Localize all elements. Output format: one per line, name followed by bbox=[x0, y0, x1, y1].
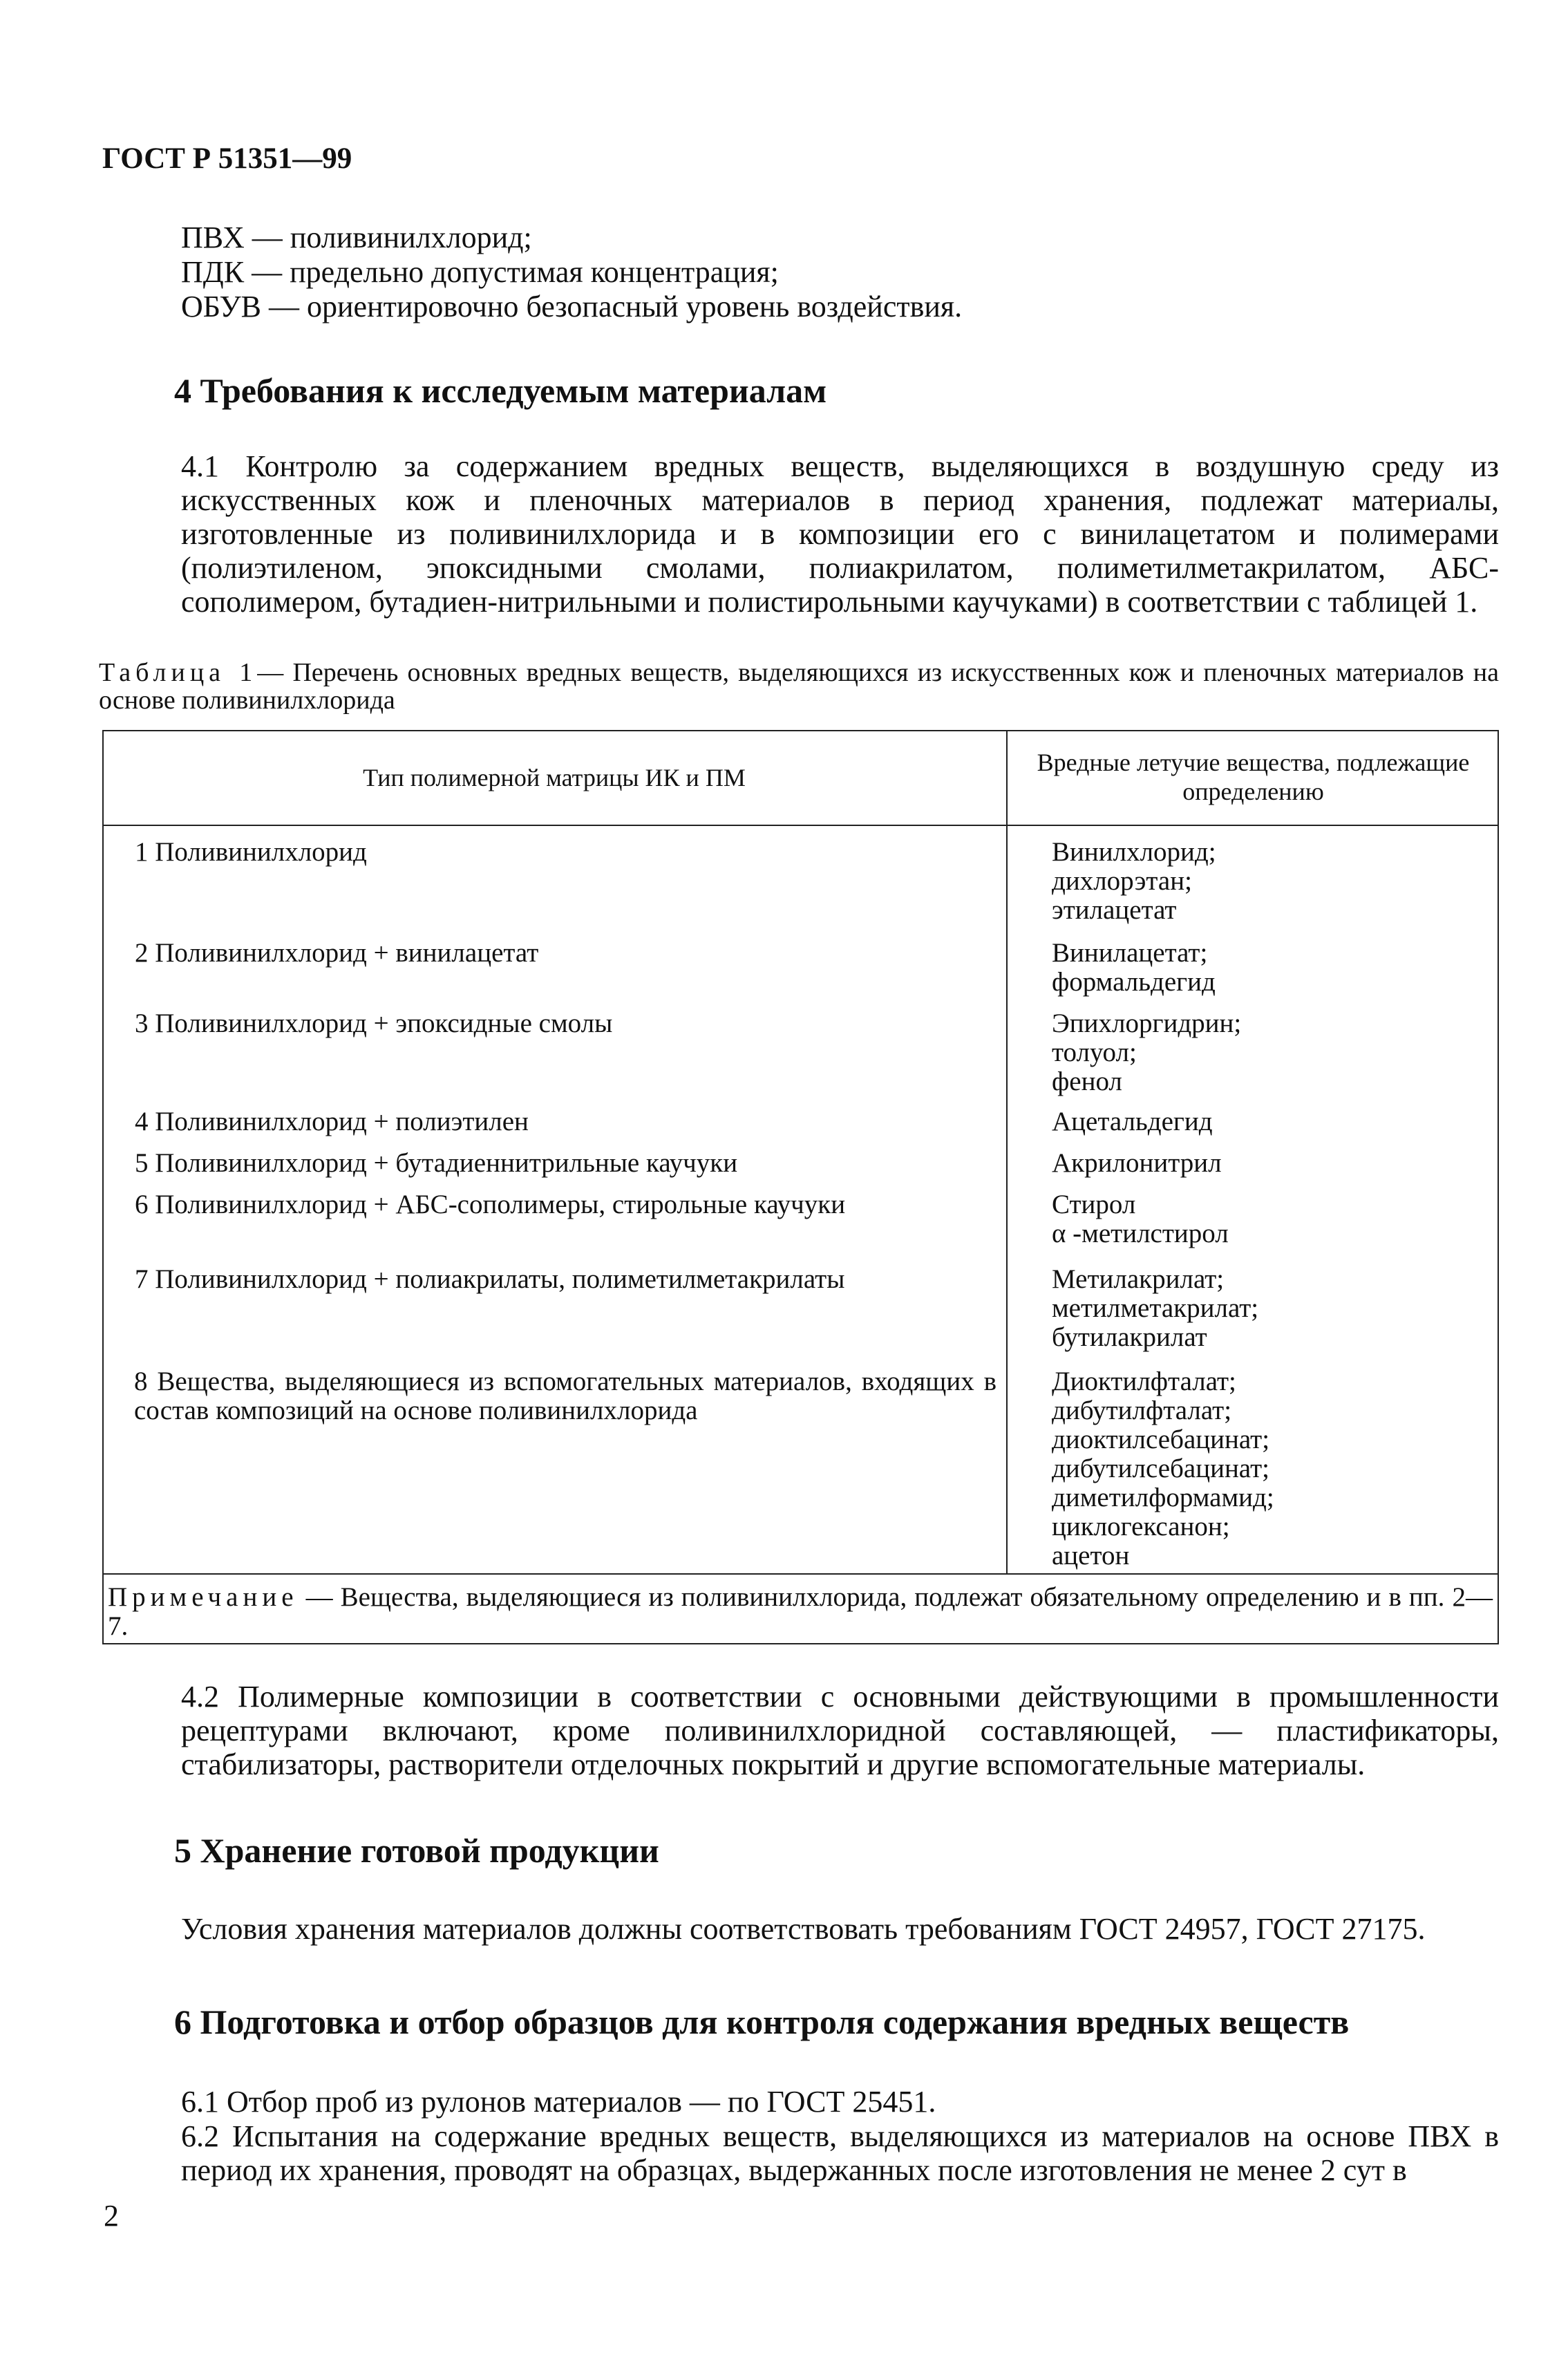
table-row-7-substance-2: метилметакрилат; bbox=[1052, 1293, 1259, 1323]
table-row-2-substance-2: формальдегид bbox=[1052, 967, 1216, 997]
table-row-3-type: 3 Поливинилхлорид + эпоксидные смолы bbox=[135, 1009, 613, 1038]
table-row-3-substance-3: фенол bbox=[1052, 1067, 1122, 1096]
table-row-1-substance-3: этилацетат bbox=[1052, 895, 1177, 925]
table-row-8-substance-7: ацетон bbox=[1052, 1541, 1130, 1570]
abbreviation-obuv: ОБУВ — ориентировочно безопасный уровень воздействия. bbox=[181, 290, 963, 323]
table-row-5-type: 5 Поливинилхлорид + бутадиеннитрильные каучуки bbox=[135, 1148, 738, 1178]
table-1 bbox=[102, 730, 1499, 1644]
document-header: ГОСТ Р 51351—99 bbox=[102, 142, 352, 175]
table-row-1-substance-2: дихлорэтан; bbox=[1052, 866, 1192, 896]
table-row-1-substance-1: Винилхлорид; bbox=[1052, 837, 1216, 867]
table-row-8-type bbox=[105, 1367, 996, 1425]
table-row-4-type: 4 Поливинилхлорид + полиэтилен bbox=[135, 1107, 529, 1136]
table-note bbox=[108, 1583, 1493, 1641]
table-row-8-substance-4: дибутилсебацинат; bbox=[1052, 1454, 1269, 1483]
table-row-6-substance-2: α -метилстирол bbox=[1052, 1219, 1229, 1248]
table-row-8-substance-2: дибутилфталат; bbox=[1052, 1396, 1232, 1425]
table-row-2-substance-1: Винилацетат; bbox=[1052, 938, 1208, 968]
table-row-6-substance-1: Стирол bbox=[1052, 1190, 1136, 1219]
abbreviation-pvh: ПВХ — поливинилхлорид; bbox=[181, 221, 532, 254]
table-row-8-substance-3: диоктилсебацинат; bbox=[1052, 1425, 1270, 1454]
paragraph-5 bbox=[99, 1912, 1499, 1946]
paragraph-5-text: Условия хранения материалов должны соответствовать требованиям ГОСТ 24957, ГОСТ 27175. bbox=[181, 1912, 1426, 1946]
section-6-heading: 6 Подготовка и отбор образцов для контроля содержания вредных веществ bbox=[174, 2002, 1350, 2041]
table-header-substances: Вредные летучие вещества, подлежащие определению bbox=[1037, 749, 1470, 805]
paragraph-4-1-text: 4.1 Контролю за содержанием вредных веществ, выделяющихся в воздушную среду из искусственных кож и пленочных материалов в период хранения, подлежат материалы, изготовленные из поливинилхлорида и в композиции его с винилацетатом и полимерами (полиэтиленом, эпоксидными смолами, полиакрилатом, полиметилметакрилатом, АБС-сополимером, бутадиен-нитрильными и полистирольными каучуками) в соответствии с таблицей 1. bbox=[181, 449, 1499, 619]
table-row-8-substance-5: диметилформамид; bbox=[1052, 1483, 1274, 1512]
table-header-type: Тип полимерной матрицы ИК и ПМ bbox=[363, 764, 746, 791]
table-row-7-substance-1: Метилакрилат; bbox=[1052, 1264, 1225, 1294]
paragraph-4-1 bbox=[99, 449, 1499, 619]
table-row-1-type: 1 Поливинилхлорид bbox=[135, 837, 367, 867]
paragraph-6-2 bbox=[99, 2119, 1499, 2187]
table-note-label: Примечание bbox=[108, 1582, 299, 1612]
paragraph-4-2-text: 4.2 Полимерные композиции в соответствии с основными действующими в промышленности рецептурами включают, кроме поливинилхлоридной составляющей, — пластификаторы, стабилизаторы, растворители отделочных покрытий и другие вспомогательные материалы. bbox=[181, 1680, 1499, 1781]
table-row-4-substance-1: Ацетальдегид bbox=[1052, 1107, 1213, 1136]
table-1-caption-text: — Перечень основных вредных веществ, выделяющихся из искусственных кож и пленочных материалов на основе поливинилхлорида bbox=[99, 658, 1499, 715]
table-column-divider bbox=[1006, 730, 1008, 1573]
paragraph-4-2 bbox=[99, 1680, 1499, 1781]
paragraph-6-1-text: 6.1 Отбор проб из рулонов материалов — по ГОСТ 25451. bbox=[181, 2085, 936, 2119]
table-note-text: — Вещества, выделяющиеся из поливинилхлорида, подлежат обязательному определению и в пп. 2—7. bbox=[108, 1582, 1493, 1641]
table-header-divider bbox=[102, 825, 1499, 826]
table-row-7-substance-3: бутилакрилат bbox=[1052, 1322, 1207, 1352]
table-row-7-type: 7 Поливинилхлорид + полиакрилаты, полиметилметакрилаты bbox=[135, 1264, 845, 1294]
table-row-2-type: 2 Поливинилхлорид + винилацетат bbox=[135, 938, 539, 968]
table-1-caption bbox=[99, 659, 1499, 714]
table-row-8-type-text: 8 Вещества, выделяющиеся из вспомогательных материалов, входящих в состав композиций на основе поливинилхлорида bbox=[134, 1367, 996, 1425]
page-number: 2 bbox=[104, 2199, 119, 2233]
paragraph-6-1 bbox=[99, 2085, 1499, 2119]
abbreviation-pdk: ПДК — предельно допустимая концентрация; bbox=[181, 255, 779, 289]
table-row-6-type: 6 Поливинилхлорид + АБС-сополимеры, стирольные каучуки bbox=[135, 1190, 846, 1219]
section-4-heading: 4 Требования к исследуемым материалам bbox=[174, 371, 827, 410]
table-row-3-substance-2: толуол; bbox=[1052, 1038, 1137, 1067]
table-row-8-substance-6: циклогексанон; bbox=[1052, 1512, 1230, 1541]
paragraph-6-2-text: 6.2 Испытания на содержание вредных веществ, выделяющихся из материалов на основе ПВХ в период их хранения, проводят на образцах, выдержанных после изготовления не менее 2 сут в bbox=[181, 2119, 1499, 2187]
table-row-5-substance-1: Акрилонитрил bbox=[1052, 1148, 1222, 1178]
table-1-caption-label: Таблица 1 bbox=[99, 658, 258, 687]
table-row-3-substance-1: Эпихлоргидрин; bbox=[1052, 1009, 1242, 1038]
table-row-8-substance-1: Диоктилфталат; bbox=[1052, 1367, 1236, 1396]
table-note-divider bbox=[102, 1573, 1499, 1575]
section-5-heading: 5 Хранение готовой продукции bbox=[174, 1831, 659, 1870]
